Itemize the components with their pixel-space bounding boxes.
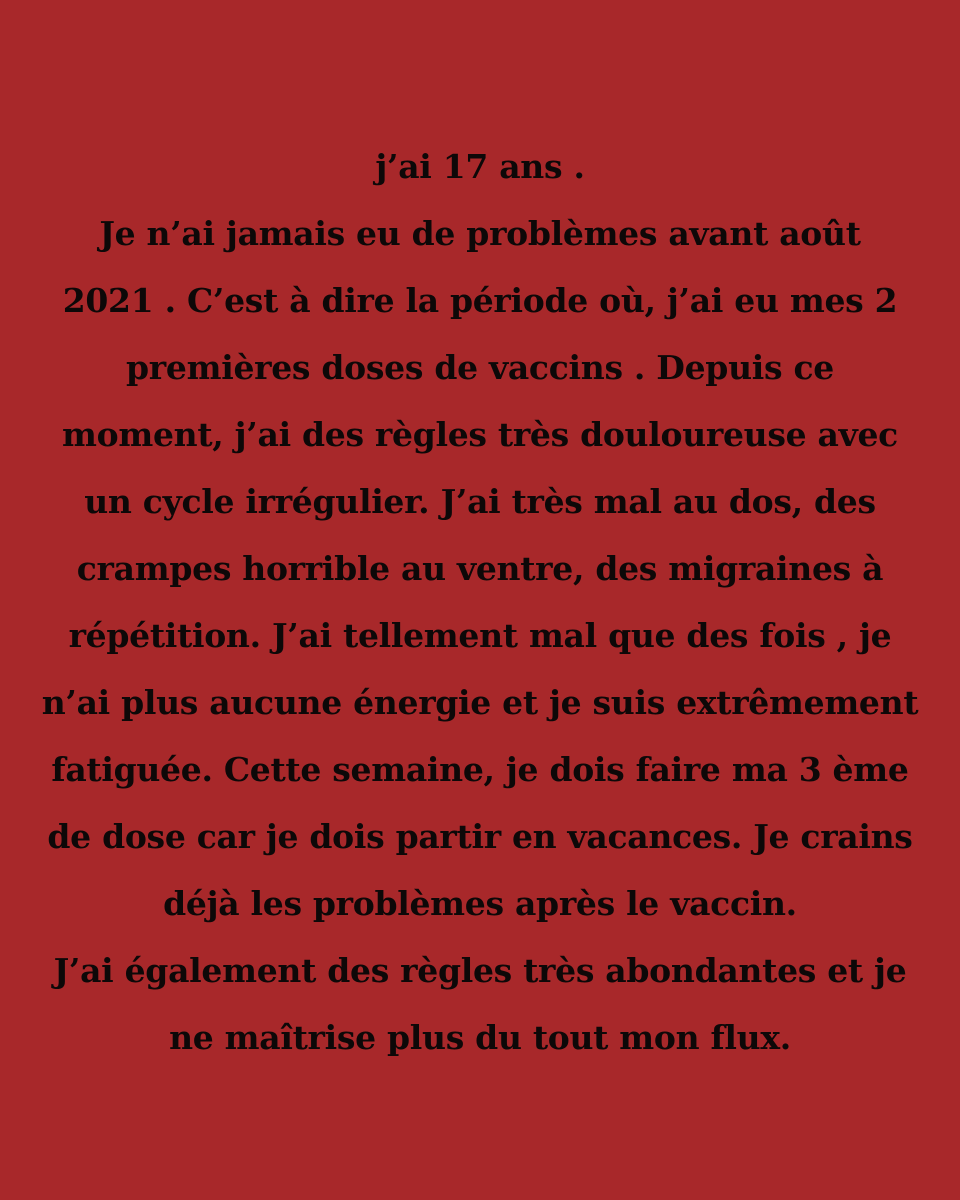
text-line: premières doses de vaccins . Depuis ce (126, 348, 834, 387)
text-line: moment, j’ai des règles très douloureuse avec (62, 415, 898, 454)
text-line: j’ai 17 ans . (375, 147, 585, 186)
text-line: un cycle irrégulier. J’ai très mal au dos, des (84, 482, 876, 521)
text-line: crampes horrible au ventre, des migraines à (76, 549, 884, 588)
text-line: J’ai également des règles très abondantes et je (53, 951, 907, 990)
text-line: fatiguée. Cette semaine, je dois faire ma 3 ème (51, 750, 909, 789)
text-line: 2021 . C’est à dire la période où, j’ai eu mes 2 (62, 281, 898, 320)
text-line: répétition. J’ai tellement mal que des fois , je (68, 616, 892, 655)
testimony-text (40, 133, 920, 1071)
text-line: Je n’ai jamais eu de problèmes avant août (99, 214, 861, 253)
text-line: ne maîtrise plus du tout mon flux. (169, 1018, 791, 1057)
text-line: n’ai plus aucune énergie et je suis extrêmement (41, 683, 919, 722)
text-line: déjà les problèmes après le vaccin. (163, 884, 797, 923)
text-line: de dose car je dois partir en vacances. Je crains (47, 817, 913, 856)
